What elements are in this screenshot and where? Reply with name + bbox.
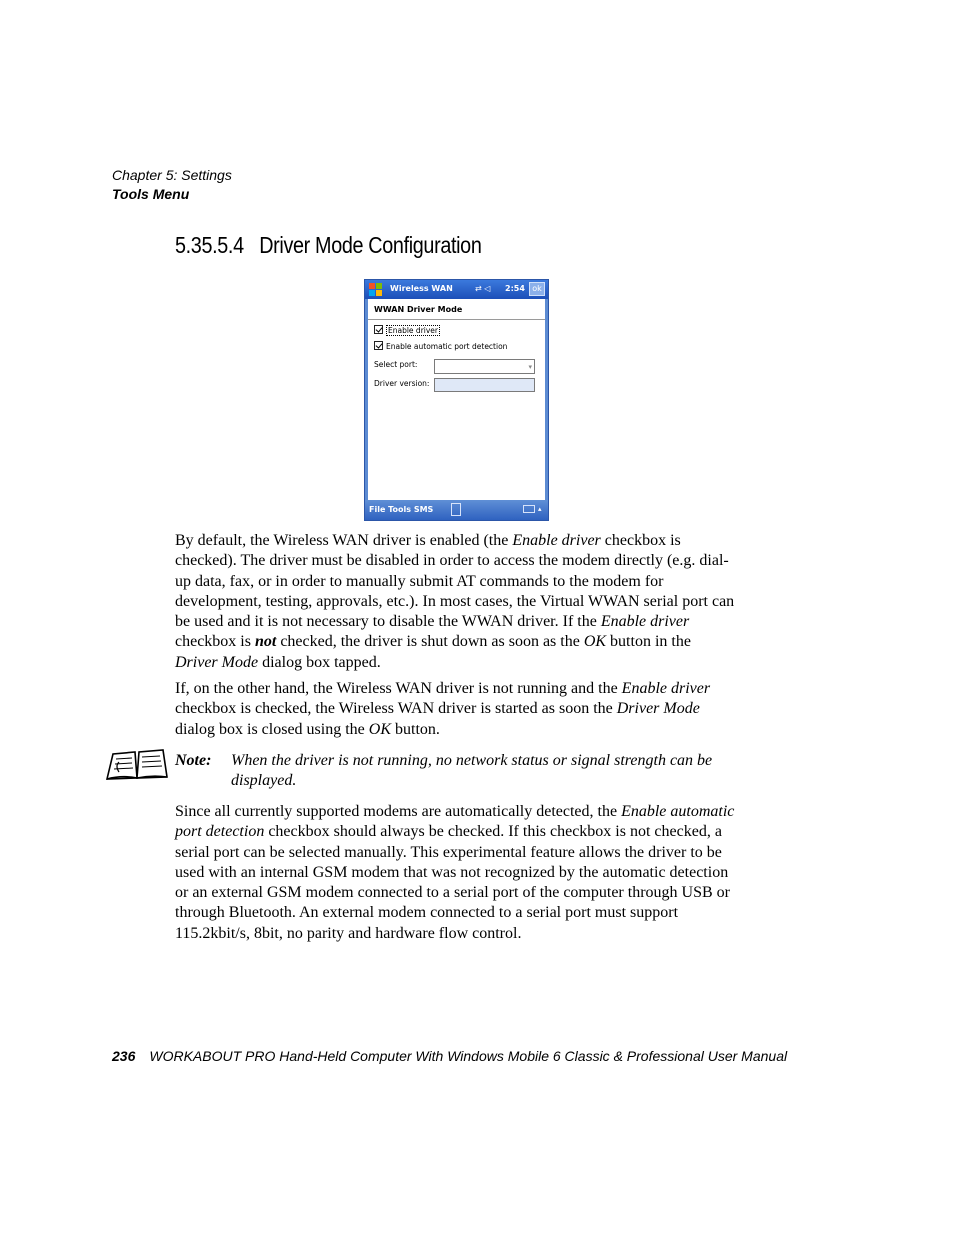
enable-auto-port-label: Enable automatic port detection: [386, 342, 508, 351]
term-enable-auto-port: Enable automatic port detection: [175, 803, 735, 841]
text-run: By default, the Wireless WAN driver is enabled (the: [175, 532, 513, 549]
section-heading: [175, 232, 482, 259]
manual-title: WORKABOUT PRO Hand-Held Computer With Windows Mobile 6 Classic & Professional User Manual: [149, 1048, 788, 1064]
text-run: checked, the driver is shut down as soon as the: [276, 633, 584, 651]
term-ok: OK: [583, 633, 607, 651]
enable-driver-checkbox[interactable]: [374, 325, 440, 337]
text-run: If, on the other hand, the Wireless WAN driver is not running and the: [175, 680, 622, 697]
checkbox-checked-icon: [374, 325, 383, 334]
device-icon: [451, 503, 461, 516]
section-number: 5.35.5.4: [175, 232, 244, 258]
dialog-title: WWAN Driver Mode: [374, 305, 463, 314]
text-run: checkbox is: [175, 633, 255, 651]
select-port-label: Select port:: [374, 360, 418, 369]
paragraph-default-behavior: [175, 531, 737, 673]
checkbox-checked-icon: [374, 341, 383, 350]
connectivity-icon: ⇄ ◁: [475, 284, 491, 293]
emphasis-not: not: [254, 633, 277, 651]
term-driver-mode: Driver Mode: [616, 700, 700, 718]
enable-auto-port-checkbox[interactable]: [374, 341, 507, 353]
term-driver-mode: Driver Mode: [175, 653, 259, 671]
text-run: button in the: [606, 633, 691, 651]
device-app-title: Wireless WAN: [390, 284, 453, 293]
device-menu-items[interactable]: File Tools SMS: [369, 505, 434, 514]
keyboard-icon[interactable]: [523, 505, 535, 513]
term-enable-driver: Enable driver: [600, 613, 690, 630]
term-ok: OK: [368, 720, 391, 738]
dialog-divider: [368, 319, 545, 320]
device-ok-button[interactable]: ok: [529, 282, 545, 296]
paragraph-port-detection: [175, 802, 737, 944]
text-run: dialog box tapped.: [258, 653, 381, 671]
text-run: dialog box is closed using the: [175, 720, 369, 738]
page-number: 236: [112, 1048, 136, 1064]
text-run: checkbox should always be checked. If this checkbox is not checked, a serial port can be selected manually. This experimental feature allows the driver to be used with an internal GSM modem that was not recognized by the automatic detection or an external GSM modem connected to a serial port of the computer through USB or through Bluetooth. An external modem connected to a serial port must support 115.2kbit/s, 8bit, no parity and hardware flow control.: [175, 823, 730, 942]
paragraph-driver-start: [175, 679, 737, 740]
device-titlebar: [365, 280, 548, 299]
text-run: checkbox is checked, the Wireless WAN driver is started as soon the: [175, 700, 617, 718]
term-enable-driver: Enable driver: [512, 532, 601, 549]
device-menubar: [365, 500, 548, 520]
device-clock: 2:54: [505, 284, 525, 293]
open-book-icon: [105, 748, 169, 782]
note-label: Note:: [175, 752, 212, 769]
driver-version-field: [434, 378, 535, 392]
enable-driver-label: Enable driver: [388, 326, 438, 335]
windows-start-icon: [369, 283, 382, 296]
section-title: Driver Mode Configuration: [259, 232, 482, 258]
term-enable-driver: Enable driver: [621, 680, 711, 697]
select-port-dropdown[interactable]: [434, 359, 535, 374]
running-header-chapter: Chapter 5: Settings: [112, 167, 232, 183]
caret-up-icon[interactable]: ▴: [538, 505, 542, 513]
running-header-section: Tools Menu: [112, 186, 190, 202]
device-screenshot: [364, 279, 549, 521]
note-text: When the driver is not running, no network status or signal strength can be displayed.: [231, 752, 713, 790]
driver-version-label: Driver version:: [374, 379, 430, 388]
text-run: Since all currently supported modems are automatically detected, the: [175, 803, 622, 820]
text-run: button.: [391, 720, 440, 738]
device-dialog: [368, 299, 545, 500]
text-run: checkbox is checked). The driver must be disabled in order to access the modem directly (e.g. dial-up data, fax, or in order to manually submit AT commands to the modem for development, testing, approvals, etc.). In most cases, the Virtual WWAN serial port can be used and it is not necessary to disable the WWAN driver. If the: [175, 532, 735, 630]
page-footer: [112, 1048, 787, 1065]
chevron-down-icon: ▾: [528, 363, 532, 371]
